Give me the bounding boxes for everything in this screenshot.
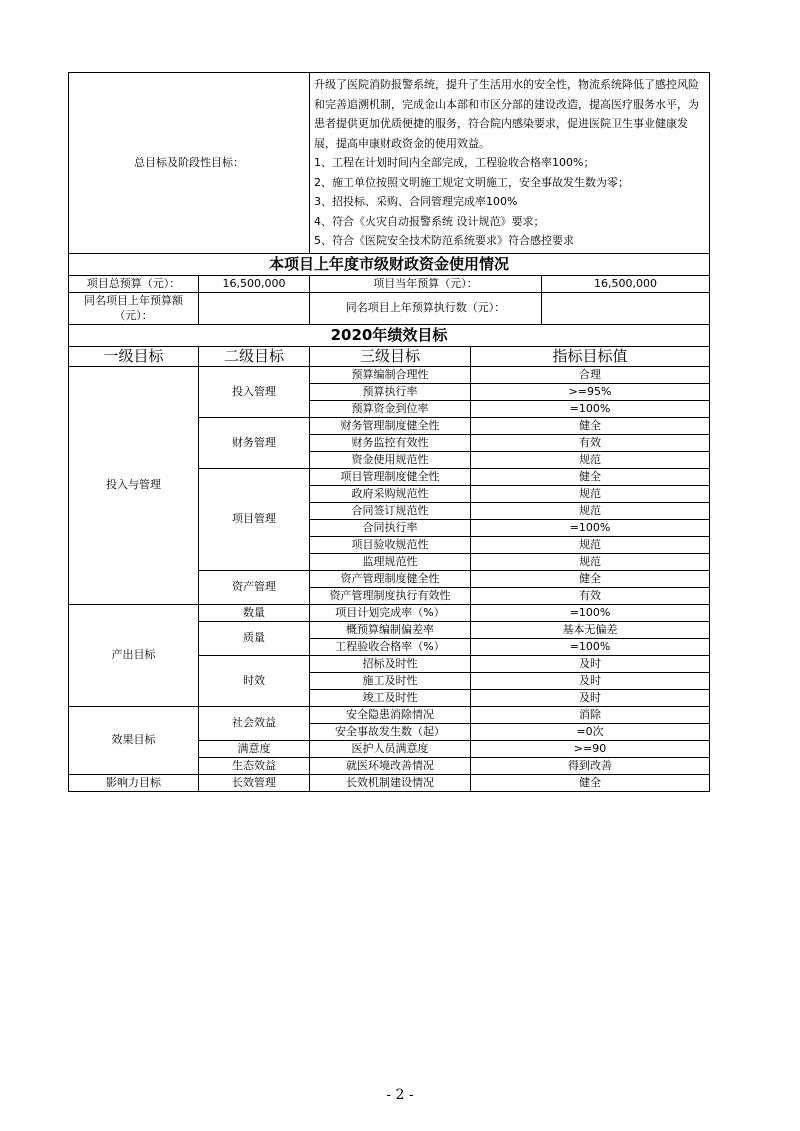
level3-cell: 项目管理制度健全性	[310, 468, 471, 485]
goal-line: 患者提供更加优质便捷的服务，符合院内感染要求，促进医院卫生事业健康发	[314, 117, 688, 130]
level1-input: 投入与管理	[69, 366, 199, 604]
target-cell: 规范	[471, 485, 710, 502]
level2-satisfaction: 满意度	[199, 740, 310, 757]
level2-quantity: 数量	[199, 604, 310, 621]
target-cell: =0次	[471, 723, 710, 740]
page-number: - 2 -	[386, 1087, 414, 1103]
level3-cell: 竣工及时性	[310, 689, 471, 706]
table-row	[69, 604, 710, 621]
target-cell: 规范	[471, 451, 710, 468]
target-cell: =100%	[471, 604, 710, 621]
goal-line: 2、施工单位按照文明施工规定文明施工，安全事故发生数为零；	[314, 175, 629, 189]
target-cell: 基本无偏差	[471, 621, 710, 638]
prev-budget-value	[199, 292, 310, 324]
level2-finance: 财务管理	[199, 417, 310, 468]
target-cell: 规范	[471, 536, 710, 553]
prev-budget-label-line: （元）：	[114, 309, 153, 322]
level3-cell: 医护人员满意度	[310, 740, 471, 757]
prev-exec-value	[542, 292, 710, 324]
level2-project: 项目管理	[199, 468, 310, 570]
header-level2: 二级目标	[199, 346, 310, 366]
level3-cell: 预算资金到位率	[310, 400, 471, 417]
target-cell: =100%	[471, 519, 710, 536]
level3-cell: 概预算编制偏差率	[310, 621, 471, 638]
level1-output: 产出目标	[69, 604, 199, 706]
level2-longterm: 长效管理	[199, 774, 310, 791]
level3-cell: 项目计划完成率（%）	[310, 604, 471, 621]
level3-cell: 施工及时性	[310, 672, 471, 689]
target-cell: =100%	[471, 638, 710, 655]
target-cell: 有效	[471, 434, 710, 451]
level3-cell: 财务监控有效性	[310, 434, 471, 451]
target-cell: 及时	[471, 672, 710, 689]
target-cell: 及时	[471, 689, 710, 706]
level2-social: 社会效益	[199, 706, 310, 740]
level3-cell: 资金使用规范性	[310, 451, 471, 468]
level3-cell: 项目验收规范性	[310, 536, 471, 553]
target-cell: >=90	[471, 740, 710, 757]
level1-influence: 影响力目标	[69, 774, 199, 791]
level2-timeliness: 时效	[199, 655, 310, 706]
level2-asset: 资产管理	[199, 570, 310, 604]
level3-cell: 预算执行率	[310, 383, 471, 400]
goal-line: 1、工程在计划时间内全部完成，工程验收合格率100%；	[314, 156, 595, 169]
level2-invest: 投入管理	[199, 366, 310, 417]
level3-cell: 资产管理制度执行有效性	[310, 587, 471, 604]
target-cell: 健全	[471, 468, 710, 485]
performance-table	[68, 72, 710, 792]
goal-line: 升级了医院消防报警系统，提升了生活用水的安全性，物流系统降低了感控风险	[314, 78, 699, 91]
total-budget-label: 项目总预算（元）：	[69, 275, 199, 292]
header-target: 指标目标值	[471, 346, 710, 366]
level2-quality: 质量	[199, 621, 310, 655]
level3-cell: 预算编制合理性	[310, 366, 471, 383]
level3-cell: 就医环境改善情况	[310, 757, 471, 774]
goal-line: 4、符合《火灾自动报警系统 设计规范》要求；	[314, 214, 545, 228]
target-cell: >=95%	[471, 383, 710, 400]
goal-line: 5、符合《医院安全技术防范系统要求》符合感控要求	[314, 234, 574, 247]
level3-cell: 工程验收合格率（%）	[310, 638, 471, 655]
goal-line: 和完善追溯机制，完成金山本部和市区分部的建设改造，提高医疗服务水平，为	[314, 97, 699, 111]
table-row	[69, 774, 710, 791]
target-cell: 规范	[471, 553, 710, 570]
target-cell: 健全	[471, 417, 710, 434]
overall-goal-label: 总目标及阶段性目标：	[69, 73, 310, 254]
level3-cell: 安全事故发生数（起）	[310, 723, 471, 740]
target-cell: 健全	[471, 570, 710, 587]
prev-budget-label	[69, 292, 199, 324]
target-cell: =100%	[471, 400, 710, 417]
level3-cell: 财务管理制度健全性	[310, 417, 471, 434]
perf-section-title: 2020年绩效目标	[69, 324, 710, 346]
overall-goal-text	[310, 73, 710, 254]
prev-exec-label: 同名项目上年预算执行数（元）：	[310, 292, 542, 324]
level3-cell: 招标及时性	[310, 655, 471, 672]
funds-section-title: 本项目上年度市级财政资金使用情况	[69, 253, 710, 275]
level2-eco: 生态效益	[199, 757, 310, 774]
goal-line: 3、招投标、采购、合同管理完成率100%	[314, 195, 518, 208]
target-cell: 健全	[471, 774, 710, 791]
year-budget-value: 16,500,000	[542, 275, 710, 292]
level3-cell: 资产管理制度健全性	[310, 570, 471, 587]
target-cell: 得到改善	[471, 757, 710, 774]
target-cell: 及时	[471, 655, 710, 672]
table-row	[69, 366, 710, 383]
level3-cell: 长效机制建设情况	[310, 774, 471, 791]
level3-cell: 监理规范性	[310, 553, 471, 570]
target-cell: 有效	[471, 587, 710, 604]
level3-cell: 安全隐患消除情况	[310, 706, 471, 723]
target-cell: 合理	[471, 366, 710, 383]
target-cell: 规范	[471, 502, 710, 519]
table-row	[69, 706, 710, 723]
header-level1: 一级目标	[69, 346, 199, 366]
goal-line: 展，提高申康财政资金的使用效益。	[314, 136, 490, 150]
total-budget-value: 16,500,000	[199, 275, 310, 292]
overall-goal-row	[69, 73, 710, 254]
header-level3: 三级目标	[310, 346, 471, 366]
level3-cell: 合同执行率	[310, 519, 471, 536]
level1-effect: 效果目标	[69, 706, 199, 774]
prev-budget-label-line: 同名项目上年预算额	[84, 294, 183, 307]
level3-cell: 政府采购规范性	[310, 485, 471, 502]
year-budget-label: 项目当年预算（元）：	[310, 275, 542, 292]
target-cell: 消除	[471, 706, 710, 723]
level3-cell: 合同签订规范性	[310, 502, 471, 519]
